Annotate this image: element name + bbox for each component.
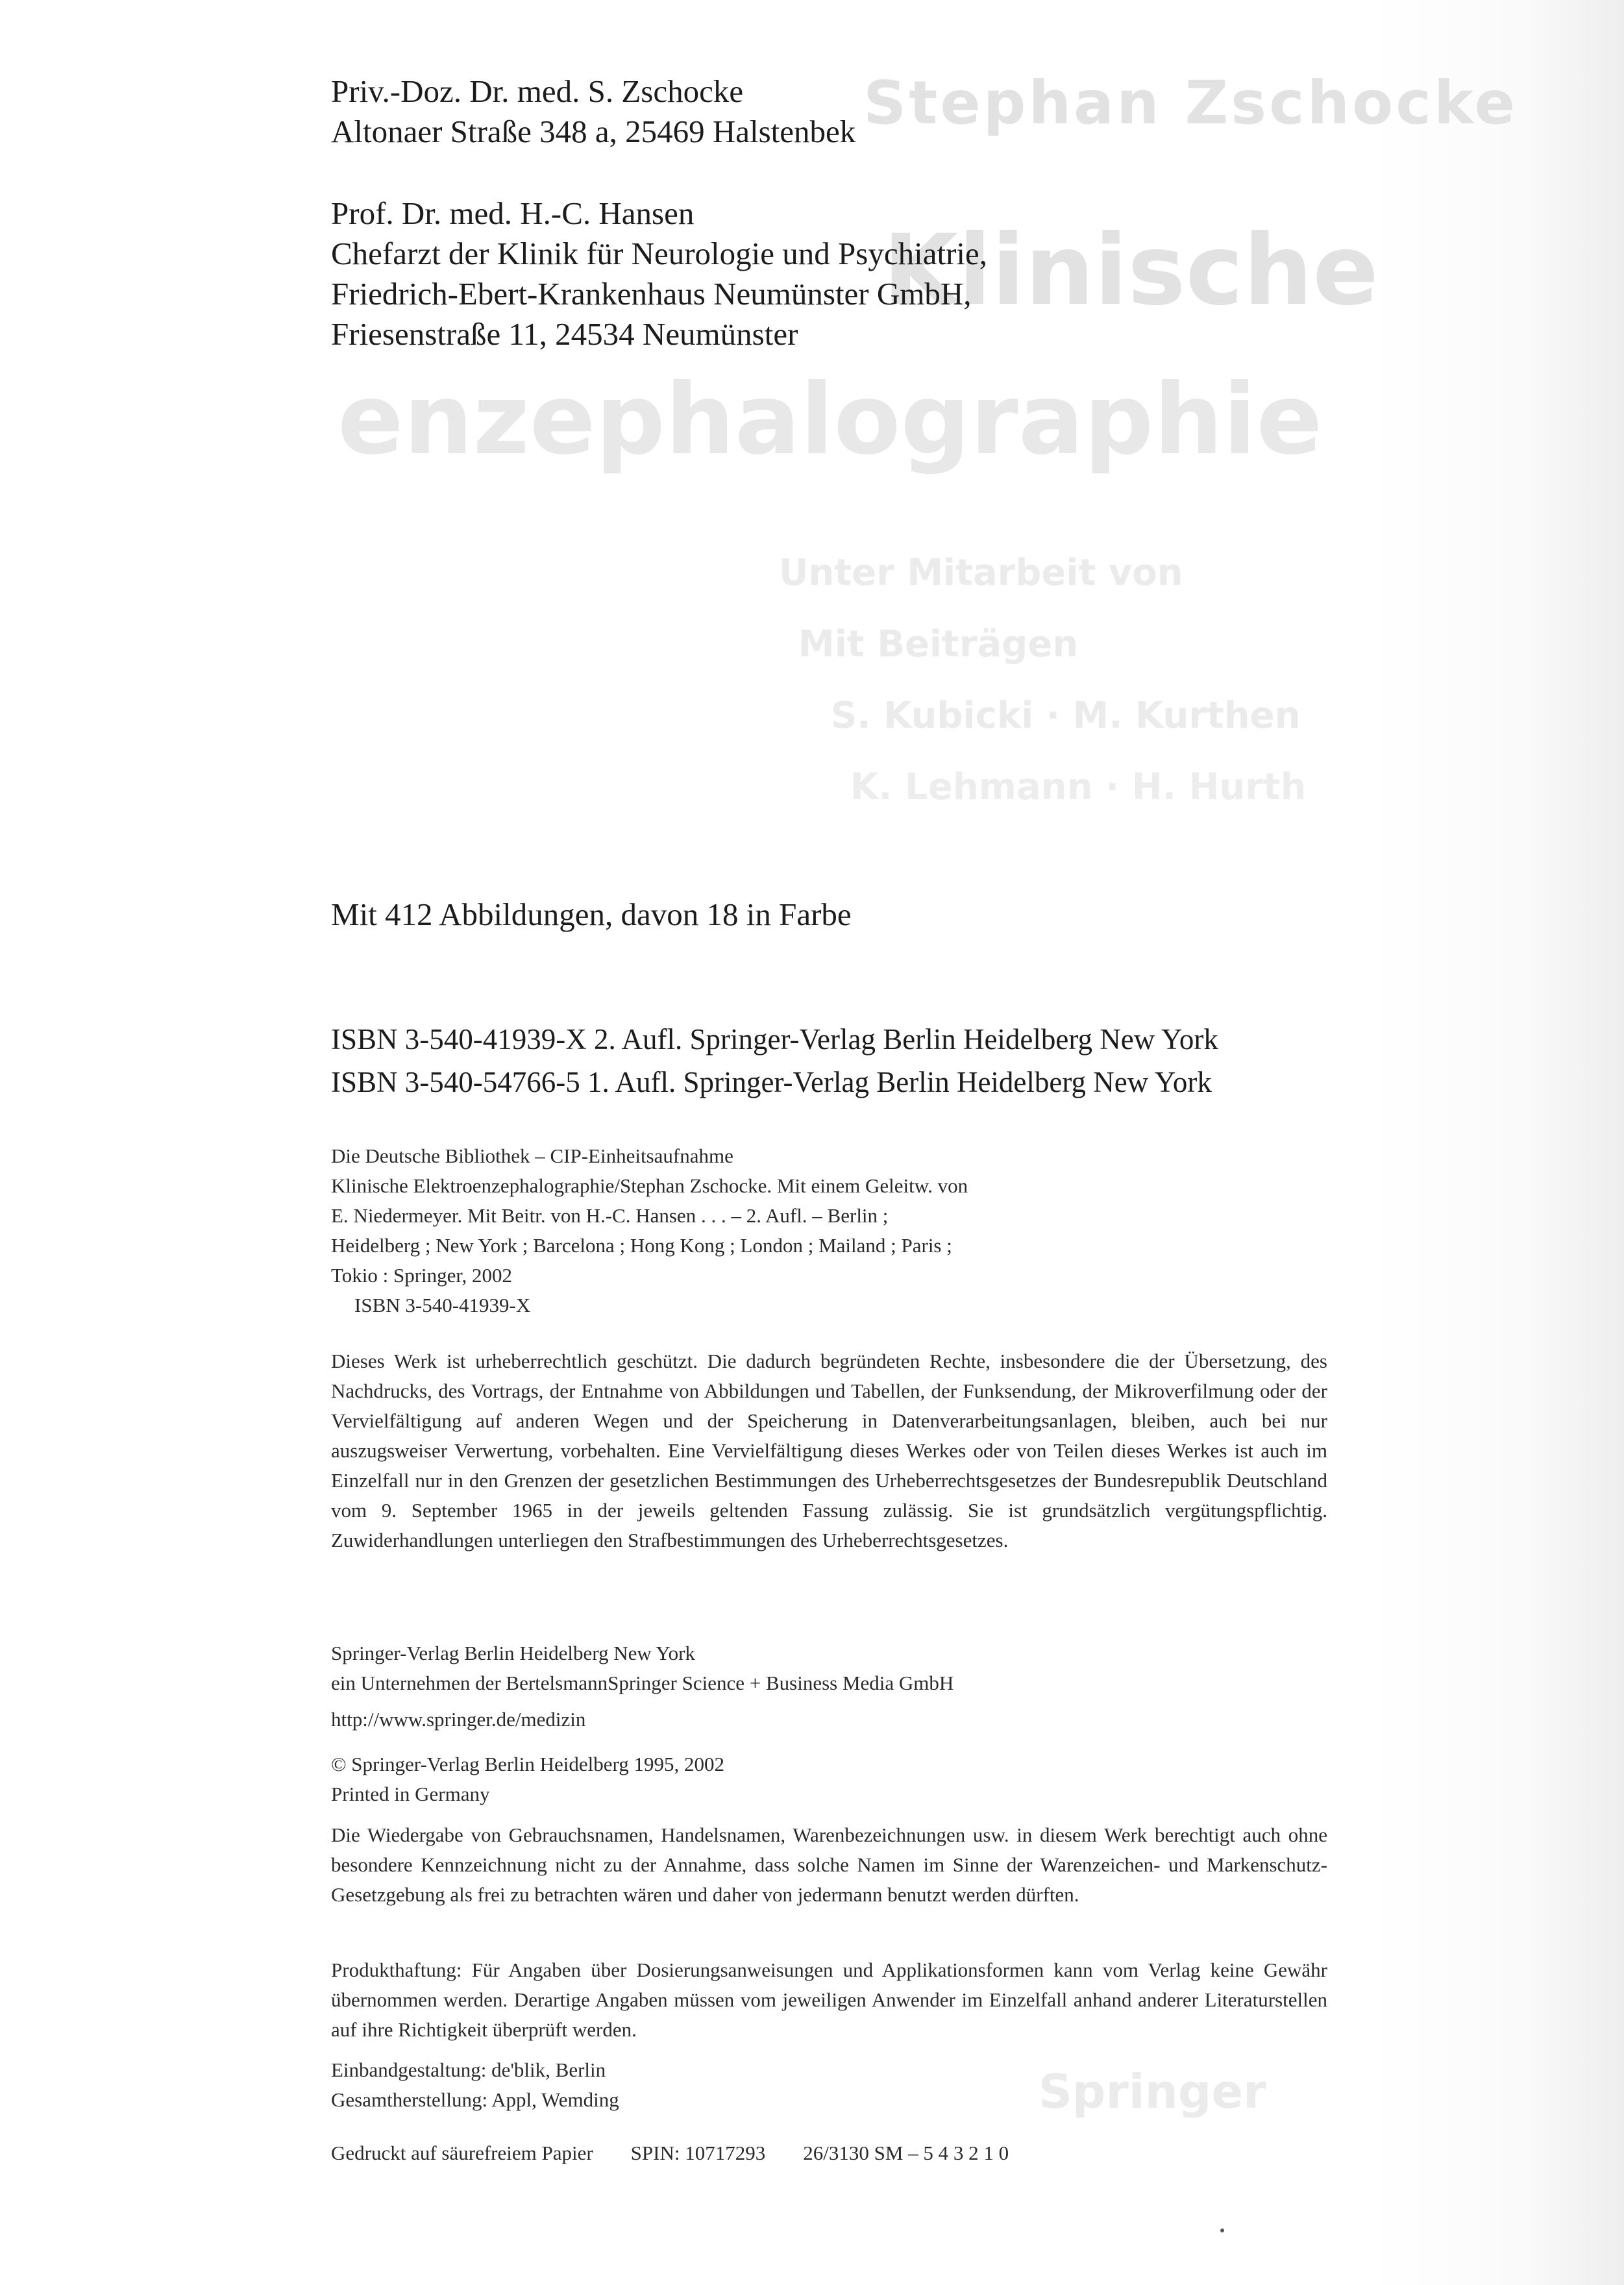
show-through-text: enzephalographie xyxy=(338,364,1323,476)
author-affiliation: Friedrich-Ebert-Krankenhaus Neumünster GmbH, xyxy=(331,276,972,312)
author-name: Prof. Dr. med. H.-C. Hansen xyxy=(331,195,695,231)
production-credits xyxy=(331,2055,1327,2115)
author-name: Priv.-Doz. Dr. med. S. Zschocke xyxy=(331,73,744,109)
paper-note: Gedruckt auf säurefreiem Papier xyxy=(331,2142,593,2164)
figures-count: Mit 412 Abbildungen, davon 18 in Farbe xyxy=(331,896,852,932)
publisher-info xyxy=(331,1638,1327,1698)
url-text: http://www.springer.de/medizin xyxy=(331,1708,586,1731)
author-address-zschocke xyxy=(331,71,1327,152)
print-info xyxy=(331,2138,1327,2168)
show-through-text: Klinische xyxy=(883,214,1379,327)
show-through-edge xyxy=(1370,0,1624,2285)
author-address: Altonaer Straße 348 a, 25469 Halstenbek xyxy=(331,114,856,149)
overall-production: Gesamtherstellung: Appl, Wemding xyxy=(331,2088,619,2111)
trademark-notice: Die Wiedergabe von Gebrauchsnamen, Handelsnamen, Warenbezeichnungen usw. in diesem Werk berechtigt auch ohne besondere Kennzeichnung nicht zu der Annahme, dass solche Namen im Sinne der Warenzeichen- und Markenschutz-Gesetzgebung als frei zu betrachten wären und daher von jedermann benutzt werden dürften. xyxy=(331,1823,1327,1906)
show-through-text: Stephan Zschocke xyxy=(863,68,1518,138)
show-through-text: Unter Mitarbeit von xyxy=(779,552,1183,594)
cover-design: Einbandgestaltung: de'blik, Berlin xyxy=(331,2058,606,2081)
cip-record xyxy=(331,1141,1327,1320)
cip-line: Die Deutsche Bibliothek – CIP-Einheitsaufnahme xyxy=(331,1144,733,1167)
publisher-group: ein Unternehmen der BertelsmannSpringer Science + Business Media GmbH xyxy=(331,1672,954,1694)
isbn-block xyxy=(331,1018,1327,1104)
copyright-text: © Springer-Verlag Berlin Heidelberg 1995, 2002 xyxy=(331,1753,725,1775)
show-through-text: K. Lehmann · H. Hurth xyxy=(850,766,1307,808)
copyright-line xyxy=(331,1749,1327,1809)
author-address-hansen xyxy=(331,193,1327,354)
cip-line: Heidelberg ; New York ; Barcelona ; Hong Kong ; London ; Mailand ; Paris ; xyxy=(331,1234,952,1257)
cip-isbn: ISBN 3-540-41939-X xyxy=(354,1294,531,1316)
author-address: Friesenstraße 11, 24534 Neumünster xyxy=(331,316,798,352)
author-affiliation: Chefarzt der Klinik für Neurologie und Psychiatrie, xyxy=(331,236,988,271)
copyright-notice: Dieses Werk ist urheberrechtlich geschützt. Die dadurch begründeten Rechte, insbesondere die der Übersetzung, des Nachdrucks, des Vortrags, der Entnahme von Abbildungen und Tabellen, der Funksendung, der Mikroverfilmung oder der Vervielfältigung auf anderen Wegen und der Speicherung in Datenverarbeitungsanlagen, bleiben, auch bei nur auszugsweiser Verwertung, vorbehalten. Eine Vervielfältigung dieses Werkes oder von Teilen dieses Werkes ist auch im Einzelfall nur in den Grenzen der gesetzlichen Bestimmungen des Urheberrechtsgesetzes der Bundesrepublik Deutschland vom 9. September 1965 in der jeweils geltenden Fassung zulässig. Sie ist grundsätzlich vergütungspflichtig. Zuwiderhandlungen unterliegen den Strafbestimmungen des Urheberrechtsgesetzes. xyxy=(331,1350,1327,1551)
isbn-line: ISBN 3-540-54766-5 1. Aufl. Springer-Verlag Berlin Heidelberg New York xyxy=(331,1066,1212,1098)
cip-line: E. Niedermeyer. Mit Beitr. von H.-C. Hansen . . . – 2. Aufl. – Berlin ; xyxy=(331,1204,889,1227)
printed-in: Printed in Germany xyxy=(331,1783,490,1805)
show-through-text: S. Kubicki · M. Kurthen xyxy=(831,695,1301,737)
publisher-url xyxy=(331,1705,1327,1735)
print-code: 26/3130 SM – 5 4 3 2 1 0 xyxy=(803,2142,1009,2164)
figures-note xyxy=(331,895,1327,935)
spin-number: SPIN: 10717293 xyxy=(630,2142,766,2164)
show-through-text: Mit Beiträgen xyxy=(798,623,1079,665)
cip-line: Klinische Elektroenzephalographie/Stephan Zschocke. Mit einem Geleitw. von xyxy=(331,1174,968,1197)
show-through-text: Springer xyxy=(1039,2064,1266,2119)
liability-notice: Produkthaftung: Für Angaben über Dosierungsanweisungen und Applikationsformen kann vom Verlag keine Gewähr übernommen werden. Derartige Angaben müssen vom jeweiligen Anwender im Einzelfall anhand anderer Literaturstellen auf ihre Richtigkeit überprüft werden. xyxy=(331,1958,1327,2041)
cip-line: Tokio : Springer, 2002 xyxy=(331,1264,513,1287)
publisher-name: Springer-Verlag Berlin Heidelberg New York xyxy=(331,1642,695,1664)
page-background xyxy=(0,0,273,2285)
scan-speck xyxy=(1220,2229,1224,2232)
isbn-line: ISBN 3-540-41939-X 2. Aufl. Springer-Verlag Berlin Heidelberg New York xyxy=(331,1023,1218,1056)
